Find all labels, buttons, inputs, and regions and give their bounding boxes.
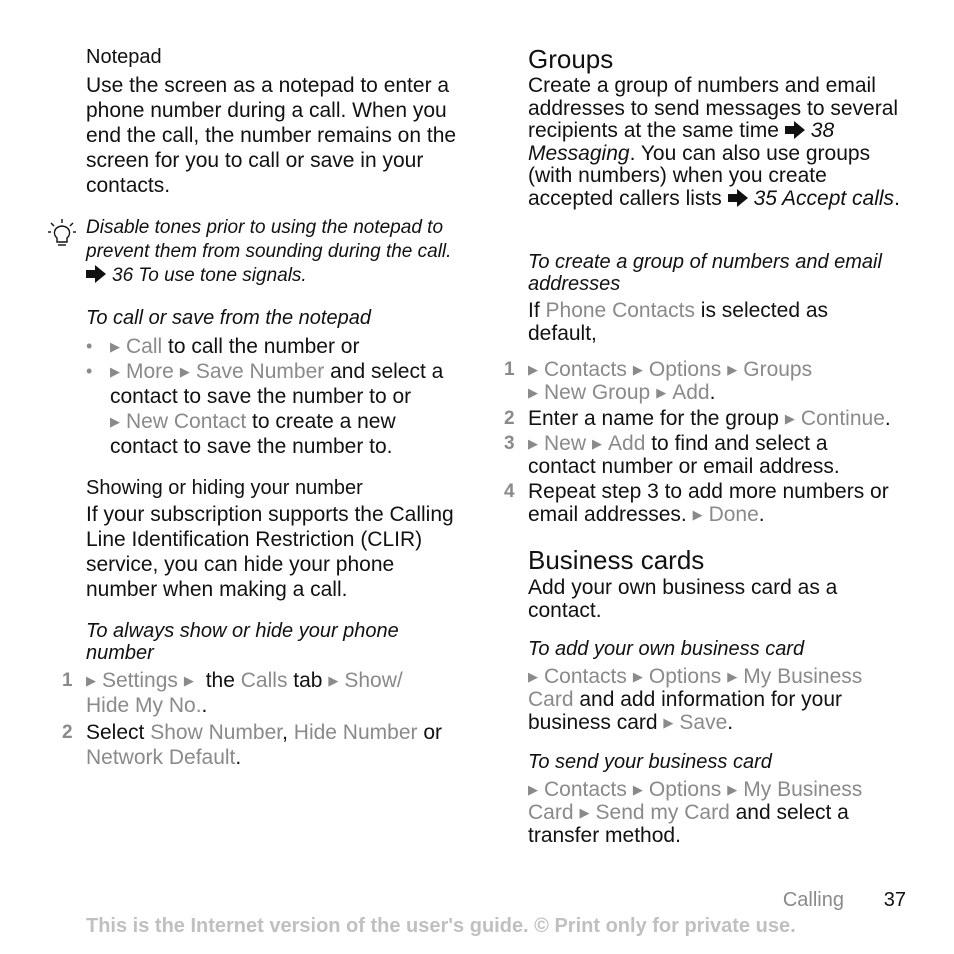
showing-heading: Showing or hiding your number [86, 477, 363, 499]
send-card-heading: To send your business card [528, 751, 772, 773]
triangle-arrow-icon: ▶ [179, 364, 190, 379]
menu-send-my-card[interactable]: Send my Card [595, 801, 730, 824]
menu-show-number[interactable]: Show Number [150, 721, 283, 744]
triangle-arrow-icon: ▶ [727, 362, 738, 377]
triangle-arrow-icon: ▶ [528, 782, 538, 797]
showing-body: If your subscription supports the Calling Line Identification Restriction (CLIR) service, you can hide your phone number when making a call. [86, 503, 454, 601]
tip-ref: 36 To use tone signals. [112, 265, 307, 286]
menu-save-number[interactable]: Save Number [195, 360, 325, 383]
groups-body: Create a group of numbers and email addresses to send messages to several recipients at the same time 38 Messaging. You can also use groups (with numbers) when you create accepted callers lists 35 Accept calls. [528, 74, 900, 210]
business-cards-body: Add your own business card as a contact. [528, 576, 838, 622]
always-step-2: 2 Select Show Number, Hide Number or Network Default. [62, 721, 443, 769]
call-save-heading: To call or save from the notepad [86, 307, 371, 329]
menu-my-business-card-2[interactable]: My Business Card [528, 778, 863, 824]
menu-phone-contacts[interactable]: Phone Contacts [545, 299, 695, 322]
footer-notice: This is the Internet version of the user's guide. © Print only for private use. [86, 915, 796, 937]
create-group-step-3: 3 ▶ New ▶ Add to find and select a contact number or email address. [504, 432, 840, 478]
menu-hide-number[interactable]: Hide Number [293, 721, 418, 744]
triangle-arrow-icon: ▶ [632, 362, 643, 377]
tip-note [86, 216, 466, 288]
triangle-arrow-icon: ▶ [632, 782, 643, 797]
always-heading: To always show or hide your phone number [86, 620, 399, 664]
menu-new[interactable]: New [544, 432, 587, 455]
menu-call[interactable]: Call [126, 335, 163, 358]
create-group-step-4: 4 Repeat step 3 to add more numbers or email addresses. ▶ Done. [504, 480, 889, 526]
triangle-arrow-icon: ▶ [528, 362, 538, 377]
call-save-bullet-1: • ▶ Call to call the number or [86, 335, 360, 358]
triangle-arrow-icon: ▶ [110, 364, 120, 379]
triangle-arrow-icon: ▶ [784, 411, 795, 426]
triangle-arrow-icon: ▶ [110, 339, 120, 354]
send-card-steps: ▶ Contacts ▶ Options ▶ My Business Card ▶ Send my Card and select a transfer method. [528, 778, 863, 847]
add-card-heading: To add your own business card [528, 638, 805, 660]
menu-more[interactable]: More [126, 360, 174, 383]
add-card-steps: ▶ Contacts ▶ Options ▶ My Business Card and add information for your business card ▶ Save. [528, 665, 863, 734]
triangle-arrow-icon: ▶ [528, 385, 538, 400]
triangle-arrow-icon: ▶ [656, 385, 667, 400]
menu-continue[interactable]: Continue [800, 407, 885, 430]
notepad-body: Use the screen as a notepad to enter a phone number during a call. When you end the call, the number remains on the screen for you to call or save in your contacts. [86, 74, 457, 197]
menu-contacts-3[interactable]: Contacts [544, 778, 627, 801]
menu-network-default[interactable]: Network Default [86, 746, 236, 769]
business-cards-heading: Business cards [528, 545, 705, 575]
triangle-arrow-icon: ▶ [528, 669, 538, 684]
create-group-intro: If Phone Contacts is selected as default, [528, 299, 829, 345]
menu-options[interactable]: Options [648, 358, 722, 381]
triangle-arrow-icon: ▶ [727, 782, 738, 797]
menu-done[interactable]: Done [708, 503, 759, 526]
menu-my-business-card[interactable]: My Business Card [528, 665, 863, 711]
menu-save[interactable]: Save [679, 711, 728, 734]
create-group-step-2: 2 Enter a name for the group ▶ Continue. [504, 407, 891, 430]
page-number: 37 [883, 889, 906, 911]
menu-new-group[interactable]: New Group [544, 381, 651, 404]
create-group-step-1: 1 ▶ Contacts ▶ Options ▶ Groups ▶ New Group ▶ Add. [504, 358, 813, 404]
menu-settings[interactable]: Settings [102, 669, 178, 692]
groups-ref-messaging: 38 Messaging [528, 119, 835, 165]
notepad-heading: Notepad [86, 46, 162, 68]
menu-groups[interactable]: Groups [743, 358, 813, 381]
menu-new-contact[interactable]: New Contact [126, 410, 247, 433]
footer-section-label: Calling [782, 889, 844, 911]
triangle-arrow-icon: ▶ [86, 673, 96, 688]
lightbulb-tip-icon [48, 218, 76, 248]
call-save-bullet-2: • ▶ More ▶ Save Number and select a contact to save the number to or ▶ New Contact to create a new contact to save the number to. [86, 360, 444, 458]
groups-heading: Groups [528, 44, 614, 74]
always-step-1: 1 ▶ Settings ▶ the Calls tab ▶ Show/ Hide My No.. [62, 669, 403, 717]
groups-ref-accept-calls: 35 Accept calls [753, 186, 895, 210]
triangle-arrow-icon: ▶ [579, 805, 590, 820]
reference-arrow-icon [728, 189, 748, 207]
triangle-arrow-icon: ▶ [528, 436, 538, 451]
create-group-heading: To create a group of numbers and email addresses [528, 251, 882, 295]
triangle-arrow-icon: ▶ [592, 436, 603, 451]
menu-calls-tab[interactable]: Calls [240, 669, 288, 692]
triangle-arrow-icon: ▶ [692, 507, 703, 522]
triangle-arrow-icon: ▶ [110, 414, 120, 429]
menu-show-hide-my-no[interactable]: Show/ Hide My No. [86, 669, 403, 717]
triangle-arrow-icon: ▶ [663, 715, 674, 730]
triangle-arrow-icon: ▶ [328, 673, 339, 688]
triangle-arrow-icon: ▶ [632, 669, 643, 684]
tip-text: Disable tones prior to using the notepad to prevent them from sounding during the call. [86, 217, 452, 262]
triangle-arrow-icon: ▶ [183, 673, 194, 688]
menu-add-2[interactable]: Add [608, 432, 646, 455]
triangle-arrow-icon: ▶ [727, 669, 738, 684]
menu-options-2[interactable]: Options [648, 665, 722, 688]
menu-contacts[interactable]: Contacts [544, 358, 627, 381]
menu-contacts-2[interactable]: Contacts [544, 665, 627, 688]
menu-options-3[interactable]: Options [648, 778, 722, 801]
menu-add[interactable]: Add [672, 381, 710, 404]
reference-arrow-icon [785, 121, 805, 139]
reference-arrow-icon [86, 265, 106, 283]
